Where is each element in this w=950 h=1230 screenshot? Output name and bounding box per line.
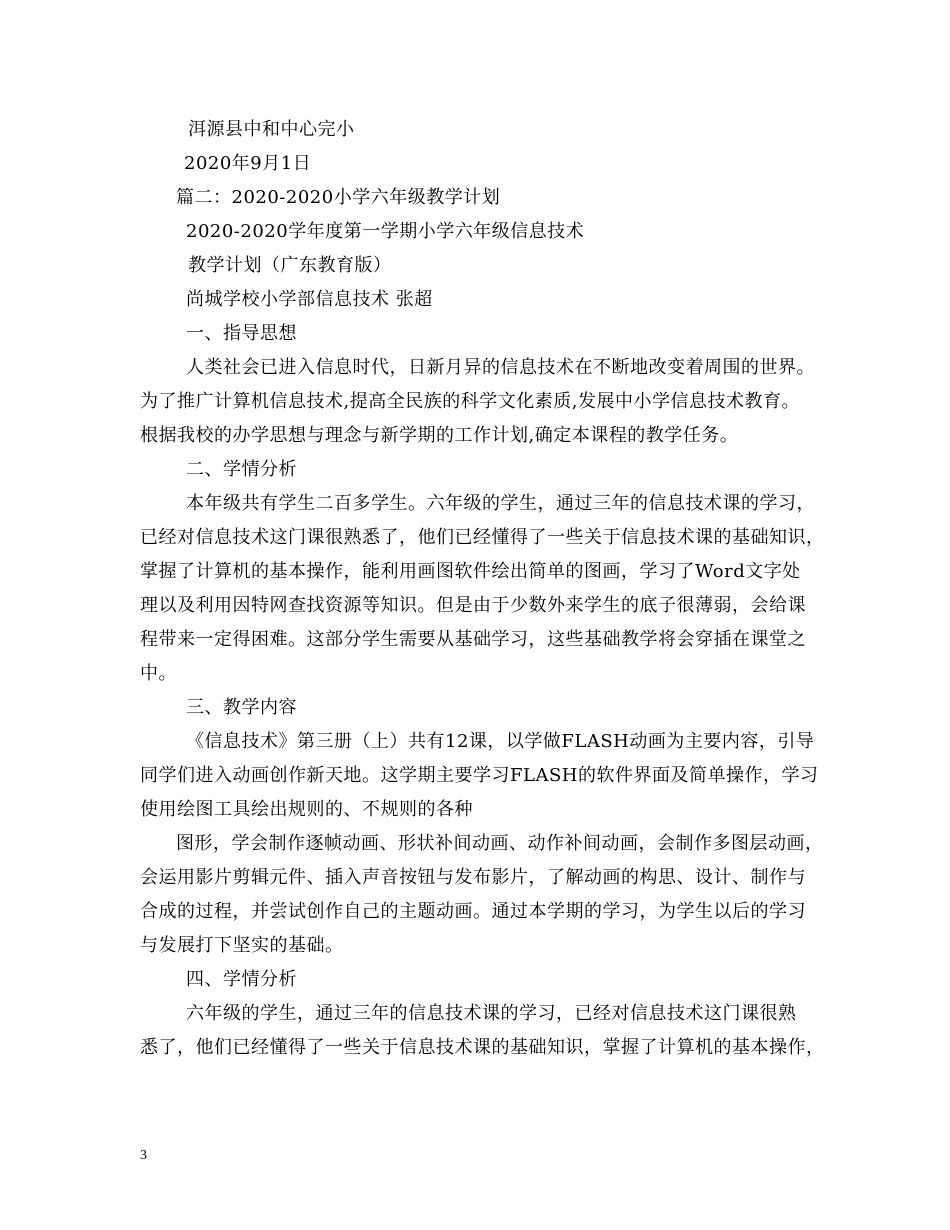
section-heading-1: 一、指导思想: [186, 323, 297, 344]
paragraph-line: 会运用影片剪辑元件、插入声音按钮与发布影片，了解动画的构思、设计、制作与: [140, 867, 806, 888]
paragraph-line: 图形，学会制作逐帧动画、形状补间动画、动作补间动画，会制作多图层动画，: [176, 833, 824, 854]
paragraph-line: 与发展打下坚实的基础。: [140, 935, 344, 956]
paragraph-line: 本年级共有学生二百多学生。六年级的学生，通过三年的信息技术课的学习，: [186, 493, 815, 514]
paragraph-line: 程带来一定得困难。这部分学生需要从基础学习，这些基础教学将会穿插在课堂之: [140, 629, 806, 650]
section-heading-2: 二、学情分析: [186, 459, 297, 480]
paragraph-line: 中。: [140, 663, 177, 684]
paragraph-line: 已经对信息技术这门课很熟悉了，他们已经懂得了一些关于信息技术课的基础知识，: [140, 527, 825, 548]
paragraph-line: 为了推广计算机信息技术,提高全民族的科学文化素质,发展中小学信息技术教育。: [140, 391, 800, 412]
paragraph-line: 理以及利用因特网查找资源等知识。但是由于少数外来学生的底子很薄弱，会给课: [140, 595, 806, 616]
plan-subtitle: 2020-2020学年度第一学期小学六年级信息技术: [186, 221, 585, 242]
school-name: 洱源县中和中心完小: [188, 119, 355, 140]
paragraph-line: 掌握了计算机的基本操作，能利用画图软件绘出简单的图画，学习了Word文字处: [140, 561, 801, 582]
paragraph-line: 《信息技术》第三册（上）共有12课，以学做FLASH动画为主要内容，引导: [186, 731, 815, 752]
section-heading-3: 三、教学内容: [186, 697, 297, 718]
paragraph-line: 根据我校的办学思想与理念与新学期的工作计划,确定本课程的教学任务。: [140, 425, 739, 446]
part-title: 篇二：2020-2020小学六年级教学计划: [176, 187, 501, 208]
paragraph-line: 六年级的学生，通过三年的信息技术课的学习，已经对信息技术这门课很熟: [186, 1003, 797, 1024]
paragraph-line: 同学们进入动画创作新天地。这学期主要学习FLASH的软件界面及简单操作，学习: [140, 765, 819, 786]
page-number: 3: [140, 1148, 147, 1163]
author-line: 尚城学校小学部信息技术 张超: [186, 289, 433, 310]
paragraph-line: 合成的过程，并尝试创作自己的主题动画。通过本学期的学习，为学生以后的学习: [140, 901, 806, 922]
paragraph-line: 人类社会已进入信息时代，日新月异的信息技术在不断地改变着周围的世界。: [186, 357, 815, 378]
paragraph-line: 悉了，他们已经懂得了一些关于信息技术课的基础知识，掌握了计算机的基本操作，: [140, 1037, 825, 1058]
document-date: 2020年9月1日: [184, 153, 312, 174]
paragraph-line: 使用绘图工具绘出规则的、不规则的各种: [140, 799, 473, 820]
plan-subtitle-2: 教学计划（广东教育版）: [188, 255, 392, 276]
section-heading-4: 四、学情分析: [186, 969, 297, 990]
